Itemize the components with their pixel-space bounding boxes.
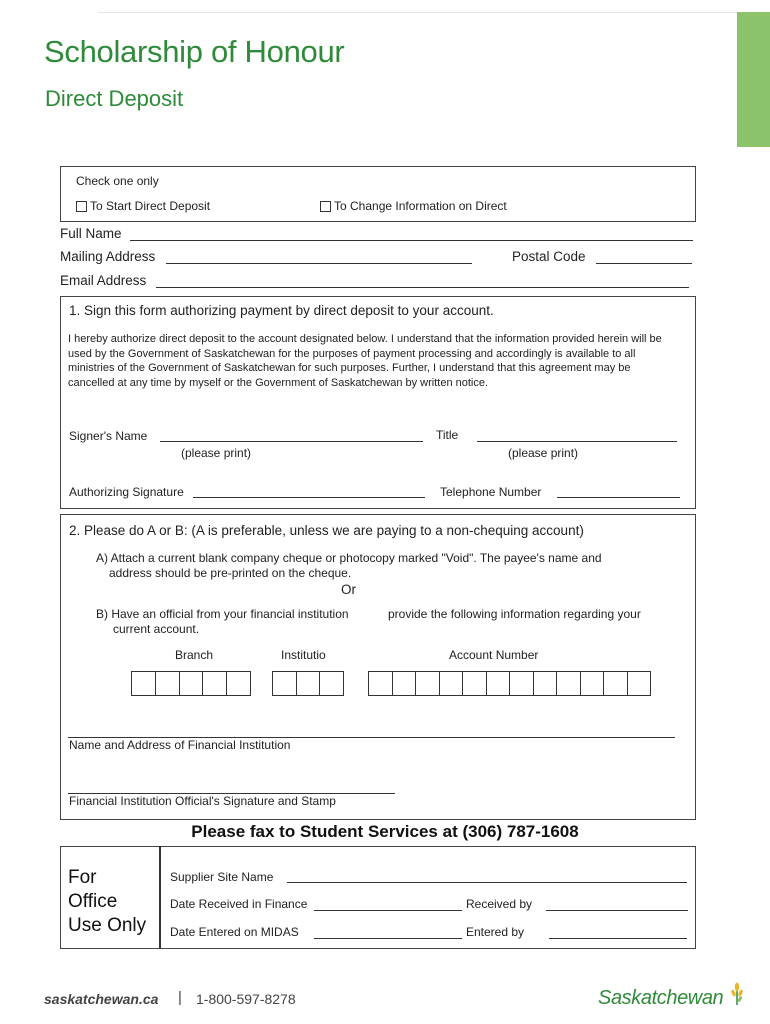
supplier-site-name-label: Supplier Site Name [170,870,274,884]
account-number-cells[interactable] [368,671,651,696]
account-number-label: Account Number [449,648,539,662]
date-entered-midas-field[interactable] [314,938,462,939]
office-use-line-1: For [68,867,97,888]
section-1-box [60,296,696,509]
or-separator: Or [341,582,356,597]
postal-code-label: Postal Code [512,249,586,264]
saskatchewan-logo [598,982,745,1010]
institution-number-cells[interactable] [272,671,344,696]
option-a-line-2: address should be pre-printed on the cheque. [109,566,352,580]
date-entered-midas-label: Date Entered on MIDAS [170,925,299,939]
entered-by-field[interactable] [549,938,687,939]
fi-signature-label: Financial Institution Official's Signature and Stamp [69,794,336,808]
postal-code-field[interactable] [596,263,692,264]
mailing-address-field[interactable] [166,263,472,264]
full-name-label: Full Name [60,226,122,241]
email-address-field[interactable] [156,287,689,288]
telephone-number-label: Telephone Number [440,485,542,499]
footer-website[interactable]: saskatchewan.ca [44,991,159,1007]
mailing-address-label: Mailing Address [60,249,156,264]
start-direct-deposit-option[interactable] [76,199,210,213]
received-by-field[interactable] [546,910,688,911]
change-information-label: To Change Information on Direct [334,199,507,213]
office-use-label [68,866,146,938]
fax-notice: Please fax to Student Services at (306) 787-1608 [191,822,579,841]
office-use-divider [159,846,161,949]
branch-label: Branch [175,648,214,662]
signers-name-label: Signer's Name [69,429,148,443]
signers-name-field[interactable] [160,441,423,442]
institution-label: Institutio [281,648,326,662]
signers-name-print-note: (please print) [181,446,252,460]
office-use-box [60,846,696,949]
full-name-field[interactable] [130,240,693,241]
change-information-option[interactable] [320,199,507,213]
wheat-icon [729,982,745,1006]
section-2-heading: 2. Please do A or B: (A is preferable, unless we are paying to a non-chequing account) [69,523,584,538]
option-a-line-1: A) Attach a current blank company cheque or photocopy marked "Void". The payee's name and [96,551,602,565]
option-b-line-1b: provide the following information regarding your [388,607,641,621]
option-b-line-2: current account. [113,622,200,636]
start-direct-deposit-checkbox[interactable] [76,201,87,212]
title-field[interactable] [477,441,677,442]
title-print-note: (please print) [508,446,579,460]
supplier-site-name-field[interactable] [287,882,687,883]
footer-separator: | [178,989,182,1006]
page-subtitle: Direct Deposit [45,86,184,111]
date-received-finance-field[interactable] [314,910,462,911]
check-one-label: Check one only [76,174,159,188]
start-direct-deposit-label: To Start Direct Deposit [90,199,211,213]
top-divider [98,12,738,13]
financial-institution-name-label: Name and Address of Financial Institution [69,738,291,752]
branch-number-cells[interactable] [131,671,251,696]
office-use-line-2: Office [68,891,118,912]
authorizing-signature-label: Authorizing Signature [69,485,184,499]
telephone-number-field[interactable] [557,497,680,498]
section-1-heading: 1. Sign this form authorizing payment by direct deposit to your account. [69,303,494,318]
office-use-line-3: Use Only [68,915,147,936]
change-information-checkbox[interactable] [320,201,331,212]
authorization-paragraph: I hereby authorize direct deposit to the account designated below. I understand that the information provided herein will be used by the Government of Saskatchewan for the purposes of payment processing and accordingly is available to all ministries of the Government of Saskatchewan for such purposes. Further, I understand that this agreement may be cancelled at any time by myself or the Government of Saskatchewan by written notice. [68,333,662,389]
saskatchewan-logo-text: Saskatchewan [598,987,724,1009]
entered-by-label: Entered by [466,925,525,939]
authorizing-signature-field[interactable] [193,497,425,498]
received-by-label: Received by [466,897,533,911]
date-received-finance-label: Date Received in Finance [170,897,308,911]
option-b-line-1a: B) Have an official from your financial institution [96,607,349,621]
green-accent-bar [737,12,770,147]
footer-phone: 1-800-597-8278 [196,991,296,1007]
email-address-label: Email Address [60,273,147,288]
page-title: Scholarship of Honour [44,34,345,69]
title-label: Title [436,428,459,442]
